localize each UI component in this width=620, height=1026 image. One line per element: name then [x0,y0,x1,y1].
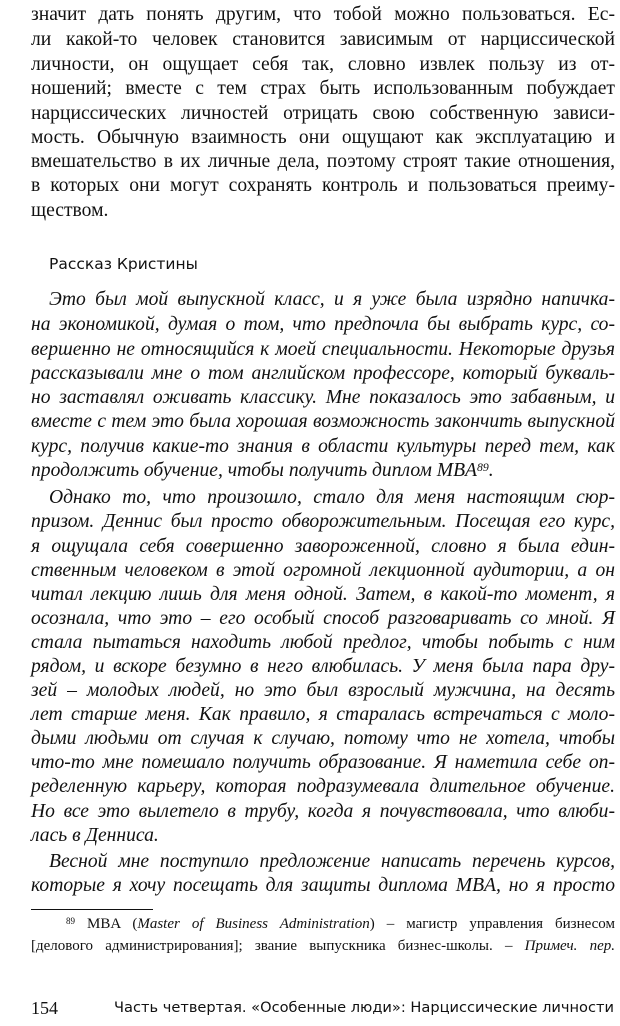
text-line: мость. Обычную взаимность они ощущают как эксплуатацию и [31,127,615,148]
text-fragment: . [488,460,494,481]
footnote-number: 89 [66,915,75,926]
text-line: на экономикой, думая о том, что предпочла бы выбрать курс, со- [31,314,615,335]
text-fragment: Master of Business Administration [137,916,370,932]
text-line: лет старше меня. Как правило, я старалась встречаться с моло- [31,704,615,725]
footnote-line [66,914,615,934]
text-line: зей – молодых людей, но это был взрослый мужчина, на десять [31,680,615,701]
text-fragment: Примеч. пер. [524,938,615,954]
text-line: рассказывали мне о том английском профессоре, который букваль- [31,363,615,384]
text-line: нарциссических личностей отрицать свою собственную зависи- [31,103,615,124]
text-line: вмешательство в их личные дела, поэтому строят такие отношения, [31,151,615,172]
text-fragment: продолжить обучение, чтобы получить диплом MBA [31,460,478,481]
text-line: призом. Деннис был просто обворожительным. Посещая его курс, [31,511,615,532]
text-line: но заставлял оживать классику. Мне показалось это забавным, и [31,387,615,408]
text-line: вершенно не относящийся к моей специальности. Некоторые друзья [31,339,615,360]
text-line: Однако то, что произошло, стало для меня настоящим сюр- [49,487,615,508]
text-line: в которых они могут сохранять контроль и пользоваться преиму- [31,175,615,196]
text-line: ществом. [31,200,109,221]
text-fragment: [делового администрирования]; звание выпускника бизнес-школы. – [31,938,525,954]
text-line: осознала, что это – его особый способ разговаривать со мной. Я [31,608,615,629]
text-line: стала пытаться находить любой предлог, чтобы побыть с ним [31,632,615,653]
text-line: ственным человеком в этой огромной лекционной аудитории, а он [31,560,615,581]
text-line: личности, он ощущает себя так, словно извлек пользу из от- [31,54,615,75]
text-line: значит дать понять другим, что тобой можно пользоваться. Ес- [31,4,615,25]
text-line: рядом, и вскоре безумно в него влюбилась. У меня была пара дру- [31,656,615,677]
text-line [31,459,615,483]
section-heading: Рассказ Кристины [49,255,198,273]
text-fragment: MBA ( [87,916,138,932]
text-line: я ощущала себя совершенно завороженной, словно я была един- [31,536,615,557]
text-line: Это был мой выпускной класс, и я уже была изрядно напичка- [49,289,615,310]
text-line: лась в Денниса. [31,825,159,846]
text-line: курс, получив какие-то знания в области культуры перед тем, как [31,436,615,457]
text-line: ношений; вместе с тем страх быть использованным побуждает [31,78,615,99]
footnote-divider [31,909,153,910]
page-number: 154 [31,998,58,1018]
footnote-reference: 89 [477,460,489,474]
text-line: ли какой-то человек становится зависимым от нарциссической [31,29,615,50]
footnote-line [31,936,615,956]
page-footer [0,995,620,1021]
text-line: Весной мне поступило предложение написать перечень курсов, [49,851,615,872]
text-line: что-то мне помешало получить образование. Я наметила себе оп- [31,752,615,773]
text-line: вместе с тем это была хорошая возможность закончить выпускной [31,411,615,432]
running-title: Часть четвертая. «Особенные люди»: Нарциссические личности [114,999,614,1016]
text-line: ределенную карьеру, которая подразумевала длительное обучение. [31,776,615,797]
text-line: читал лекцию лишь для меня одной. Затем, в какой-то момент, я [31,584,615,605]
text-line: которые я хочу посещать для защиты диплома MBA, но я просто [31,875,615,896]
text-line: дыми людьми от случая к случаю, потому что не хотела, чтобы [31,728,615,749]
text-fragment: ) – магистр управления бизнесом [369,916,616,932]
text-line: Но все это вылетело в трубу, когда я почувствовала, что влюби- [31,801,615,822]
